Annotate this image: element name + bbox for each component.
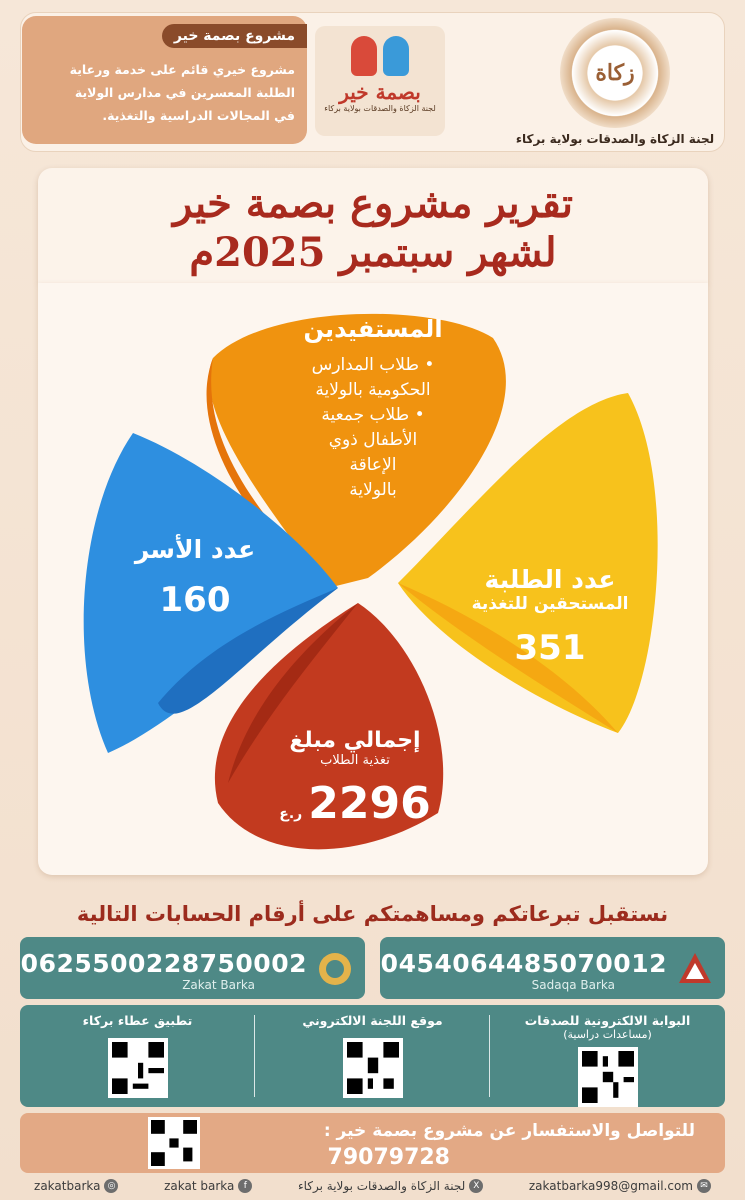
qr-code-icon[interactable] — [148, 1117, 200, 1169]
intro-line: مشروع خيري قائم على خدمة ورعاية — [69, 62, 295, 77]
students-block — [440, 565, 660, 668]
qr-code-icon[interactable] — [578, 1047, 638, 1107]
beneficiary-line: الحكومية بالولاية — [315, 380, 431, 400]
child-icon — [351, 36, 377, 76]
families-value: 160 — [159, 580, 231, 620]
social-item[interactable] — [164, 1179, 252, 1193]
social-text: لجنة الزكاة والصدقات بولاية بركاء — [297, 1179, 466, 1193]
sadaqa-logo-icon — [675, 949, 715, 989]
beneficiaries-block — [268, 315, 478, 503]
link-label: تطبيق عطاء بركاء — [82, 1013, 193, 1028]
students-label: عدد الطلبة — [484, 565, 616, 594]
committee-name: لجنة الزكاة والصدقات بولاية بركاء — [515, 132, 715, 146]
contact-text: للتواصل والاستفسار عن مشروع بصمة خير : — [323, 1121, 695, 1141]
link-label: البوابة الالكترونية للصدقات — [524, 1013, 691, 1028]
total-label: إجمالي مبلغ — [289, 728, 421, 753]
intro-box — [22, 16, 307, 144]
social-item[interactable] — [34, 1179, 118, 1193]
committee-logo — [515, 18, 715, 148]
account-zakat — [20, 937, 365, 999]
account-name: Sadaqa Barka — [531, 978, 615, 992]
beneficiary-line: الإعاقة — [349, 455, 397, 475]
link-sub: (مساعدات دراسية) — [563, 1028, 652, 1041]
families-label: عدد الأسر — [134, 535, 256, 564]
social-text: zakatbarka — [34, 1179, 101, 1193]
intro-line: في المجالات الدراسية والتغذية. — [102, 108, 295, 123]
social-text: zakat barka — [164, 1179, 235, 1193]
instagram-icon: ◎ — [104, 1179, 118, 1193]
social-bar — [20, 1176, 725, 1196]
facebook-icon: f — [238, 1179, 252, 1193]
beneficiary-line: الأطفال ذوي — [328, 430, 418, 450]
link-app[interactable] — [20, 1005, 255, 1107]
students-sub: المستحقين للتغذية — [471, 594, 629, 614]
account-sadaqa — [380, 937, 725, 999]
project-logo — [315, 26, 445, 136]
students-value: 351 — [514, 628, 586, 668]
report-title-card — [38, 168, 708, 283]
qr-code-icon[interactable] — [343, 1038, 403, 1098]
report-subtitle: لشهر سبتمبر 2025م — [189, 229, 557, 276]
link-website[interactable] — [255, 1005, 490, 1107]
links-panel — [20, 1005, 725, 1107]
social-item[interactable] — [298, 1179, 483, 1193]
social-text: zakatbarka998@gmail.com — [528, 1179, 693, 1193]
contact-phone[interactable]: 79079728 — [327, 1145, 450, 1170]
zakat-logo-icon: زكاة — [560, 18, 670, 128]
beneficiary-line: بالولاية — [349, 480, 397, 500]
report-title: تقرير مشروع بصمة خير — [172, 180, 574, 227]
total-sub: تغذية الطلاب — [320, 753, 390, 768]
total-block — [255, 728, 455, 829]
families-block — [110, 535, 280, 620]
account-number[interactable]: 0625500228750002 — [20, 949, 307, 978]
total-currency: ر.ع — [279, 806, 303, 822]
beneficiaries-title: المستفيدين — [303, 315, 443, 343]
link-portal[interactable] — [490, 1005, 725, 1107]
x-icon: X — [469, 1179, 483, 1193]
beneficiary-line: • طلاب المدارس — [311, 355, 435, 375]
intro-line: الطلبة المعسرين في مدارس الولاية — [74, 85, 295, 100]
project-logo-sub: لجنة الزكاة والصدقات بولاية بركاء — [324, 104, 436, 113]
donate-title: نستقبل تبرعاتكم ومساهمتكم على أرقام الحسابات التالية — [76, 902, 669, 926]
project-logo-title: بصمة خير — [339, 80, 421, 104]
total-value: 2296 — [308, 778, 431, 829]
link-label: موقع اللجنة الالكتروني — [302, 1013, 443, 1028]
mail-icon: ✉ — [697, 1179, 711, 1193]
qr-code-icon[interactable] — [108, 1038, 168, 1098]
intro-title: مشروع بصمة خير — [162, 24, 307, 48]
social-item[interactable] — [529, 1179, 711, 1193]
account-name: Zakat Barka — [182, 978, 255, 992]
child-icon — [383, 36, 409, 76]
beneficiary-line: • طلاب جمعية — [321, 405, 425, 425]
intro-text — [35, 58, 295, 127]
account-number[interactable]: 0454064485070012 — [380, 949, 667, 978]
contact-panel — [20, 1113, 725, 1173]
zakat-logo-icon — [315, 949, 355, 989]
